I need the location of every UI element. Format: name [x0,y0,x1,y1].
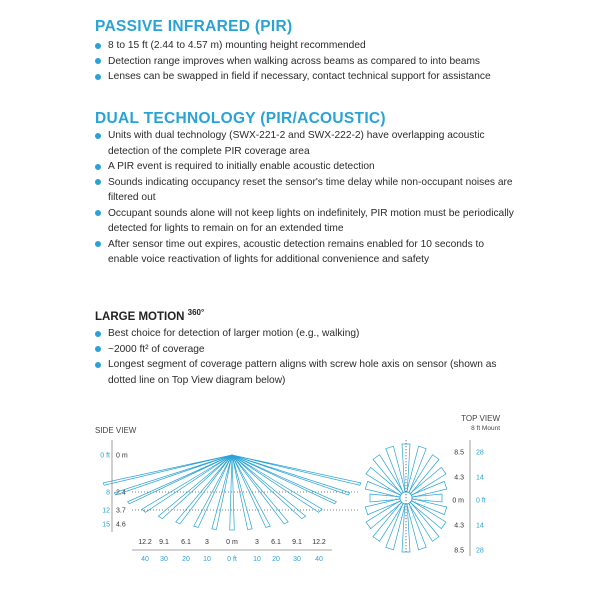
bullet-text: Units with dual technology (SWX-221-2 and SWX-222-2) have overlapping acoustic detection of the complete PIR coverage area [108,130,485,157]
top-view-ft-label: 0 ft [476,497,486,505]
pir-bullet-list [95,38,515,85]
bullet-item [95,159,515,175]
side-view-beam [128,455,232,504]
bullet-dot-icon [95,362,101,368]
dual-tech-bullet-list [95,128,515,268]
bullet-item [95,175,515,206]
distance-ft-label: 0 ft [227,556,237,563]
bullet-item [95,206,515,237]
bullet-text: Sounds indicating occupancy reset the sensor's time delay while non-occupant noises are filtered out [108,176,513,203]
top-view-m-label: 8.5 [454,547,464,555]
distance-m-label: 9.1 [292,539,302,546]
top-view-scale-labels [452,450,485,555]
large-motion-heading [95,308,204,323]
bullet-text: 8 to 15 ft (2.44 to 4.57 m) mounting height recommended [108,40,366,51]
bullet-item [95,326,515,342]
top-view-sublabel: 8 ft Mount [471,425,500,432]
distance-ft-label: 40 [315,556,323,563]
distance-ft-label: 20 [182,556,190,563]
top-view-m-label: 8.5 [454,449,464,457]
bullet-dot-icon [95,164,101,170]
bullet-item [95,342,515,358]
side-view-beam [230,455,235,530]
top-view-beam [412,494,442,502]
distance-m-label: 12.2 [138,539,152,546]
large-motion-360: 360° [187,308,205,317]
bullet-dot-icon [95,58,101,64]
side-view-height-labels [100,453,128,529]
distance-ft-label: 10 [203,556,211,563]
coverage-diagram [0,405,600,600]
side-view-beam [232,455,336,504]
distance-m-label: 12.2 [312,539,326,546]
bullet-dot-icon [95,179,101,185]
bullet-text: Best choice for detection of larger motion (e.g., walking) [108,328,360,339]
distance-m-label: 9.1 [159,539,169,546]
pir-heading: PASSIVE INFRARED (PIR) [95,18,293,35]
distance-ft-label: 10 [253,556,261,563]
top-view-beam [370,494,400,502]
dual-tech-heading: DUAL TECHNOLOGY (PIR/ACOUSTIC) [95,110,386,127]
bullet-dot-icon [95,210,101,216]
side-view-beam [232,455,350,495]
bullet-item [95,357,515,388]
distance-m-label: 3 [205,539,209,546]
bullet-dot-icon [95,241,101,247]
bullet-text: Longest segment of coverage pattern aligns with screw hole axis on sensor (shown as dotted line on Top View diagram below) [108,359,497,386]
bullet-item [95,237,515,268]
bullet-dot-icon [95,346,101,352]
distance-ft-label: 30 [293,556,301,563]
side-view-beam [114,452,232,495]
bullet-item [95,128,515,159]
height-m-label: 4.6 [116,521,126,529]
bullet-dot-icon [95,133,101,139]
top-view-ft-label: 28 [476,547,484,555]
bullet-dot-icon [95,331,101,337]
height-m-label: 0 m [116,452,128,460]
bullet-text: Lenses can be swapped in field if necessary, contact technical support for assistance [108,71,491,82]
bullet-text: After sensor time out expires, acoustic detection remains enabled for 10 seconds to enable voice reactivation of lights for additional convenience and safety [108,238,485,265]
bullet-text: ~2000 ft² of coverage [108,343,205,355]
bullet-item [95,69,515,85]
distance-m-label: 6.1 [181,539,191,546]
top-view-ft-label: 14 [476,522,484,530]
top-view-label: TOP VIEW [461,414,500,423]
bullet-text: Detection range improves when walking across beams as compared to into beams [108,55,481,67]
side-view-distance-m [138,539,326,546]
bullet-dot-icon [95,43,101,49]
bullet-dot-icon [95,74,101,80]
bullet-item [95,38,515,54]
top-view-m-label: 4.3 [454,474,464,482]
distance-m-label: 0 m [226,539,238,546]
distance-m-label: 6.1 [271,539,281,546]
height-m-label: 3.7 [116,507,126,515]
distance-ft-label: 40 [141,556,149,563]
top-view-ft-label: 14 [476,474,484,482]
distance-ft-label: 30 [160,556,168,563]
bullet-text: A PIR event is required to initially enable acoustic detection [108,161,375,172]
height-ft-label: 15 [102,521,110,529]
side-view-distance-ft [141,556,323,563]
side-view-label: SIDE VIEW [95,426,137,435]
top-view-ft-label: 28 [476,449,484,457]
bullet-item [95,54,515,70]
height-ft-label: 12 [102,507,110,515]
top-view-m-label: 4.3 [454,522,464,530]
distance-m-label: 3 [255,539,259,546]
height-ft-label: 8 [106,489,110,497]
large-motion-bullet-list [95,326,515,388]
bullet-text: Occupant sounds alone will not keep lights on indefinitely, PIR motion must be periodically detected for lights to remain on for an extended time [108,207,514,234]
height-m-label: 2.4 [116,489,126,497]
height-ft-label: 0 ft [100,452,110,460]
large-motion-title: LARGE MOTION [95,310,185,323]
distance-ft-label: 20 [272,556,280,563]
top-view-m-label: 0 m [452,497,464,505]
